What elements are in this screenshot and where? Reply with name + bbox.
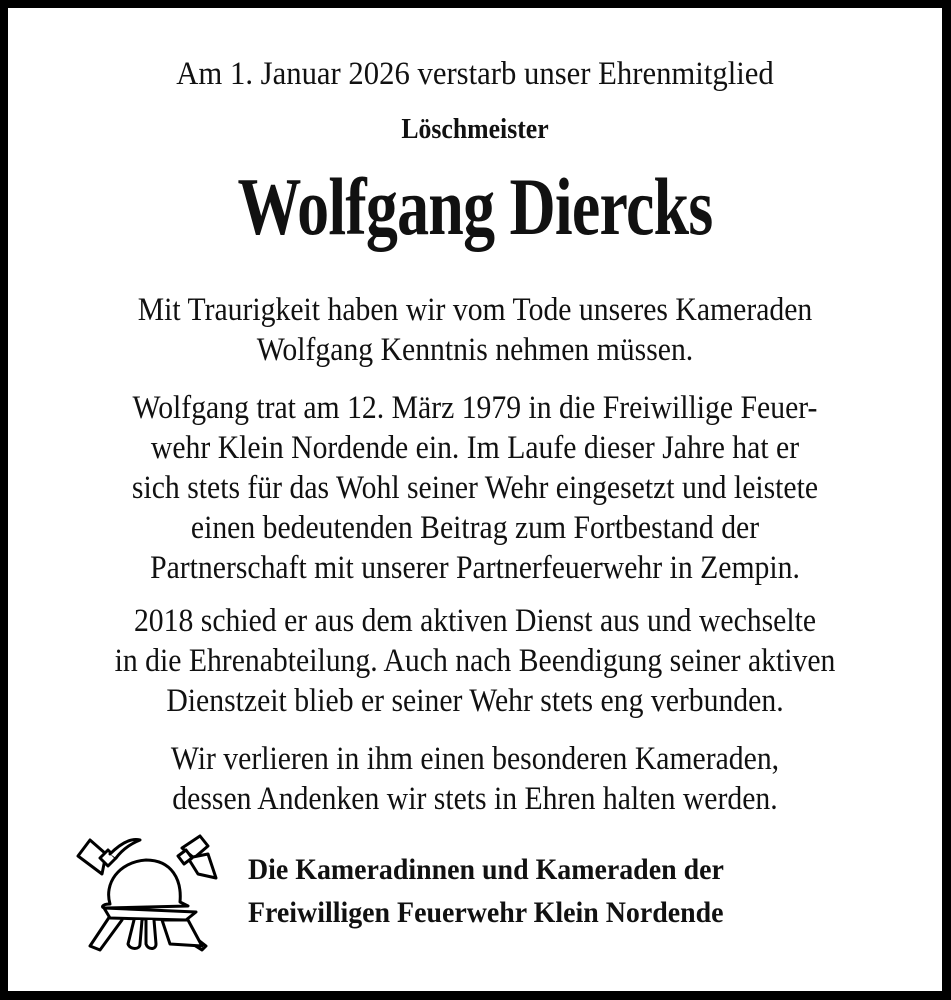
intro-line: Am 1. Januar 2026 verstarb unser Ehrenmitglied — [176, 56, 774, 92]
signature-line: Freiwilligen Feuerwehr Klein Nordende — [248, 896, 724, 929]
text-line: Wir verlieren in ihm einen besonderen Kameraden, — [170, 741, 780, 777]
paragraph-remembrance — [55, 739, 896, 819]
signature-line: Die Kameradinnen und Kameraden der — [248, 853, 724, 886]
paragraph-retirement — [55, 601, 896, 721]
text-line: wehr Klein Nordende ein. Im Laufe dieser Jahre hat er — [150, 430, 800, 466]
text-line: Wolfgang Kenntnis nehmen müssen. — [256, 332, 694, 368]
text-line: dessen Andenken wir stets in Ehren halten werden. — [172, 781, 778, 817]
paragraph-history — [55, 388, 896, 588]
rank-title: Löschmeister — [401, 114, 549, 145]
text-line: einen bedeutenden Beitrag zum Fortbestand der — [190, 510, 760, 546]
paragraph-condolence — [55, 290, 896, 370]
deceased-name: Wolfgang Diercks — [237, 161, 713, 252]
text-line: Wolfgang trat am 12. März 1979 in die Freiwillige Feuer- — [132, 390, 818, 426]
signature-block — [248, 848, 724, 934]
text-line: Dienstzeit blieb er seiner Wehr stets eng verbunden. — [166, 683, 784, 719]
text-line: sich stets für das Wohl seiner Wehr eingesetzt und leistete — [131, 470, 819, 506]
text-line: 2018 schied er aus dem aktiven Dienst aus und wechselte — [133, 603, 817, 639]
text-line: Partnerschaft mit unserer Partnerfeuerwehr in Zempin. — [150, 550, 800, 586]
text-line: Mit Traurigkeit haben wir vom Tode unseres Kameraden — [137, 292, 813, 328]
fire-brigade-helmet-axes-icon — [70, 834, 220, 954]
text-line: in die Ehrenabteilung. Auch nach Beendigung seiner aktiven — [114, 643, 836, 679]
